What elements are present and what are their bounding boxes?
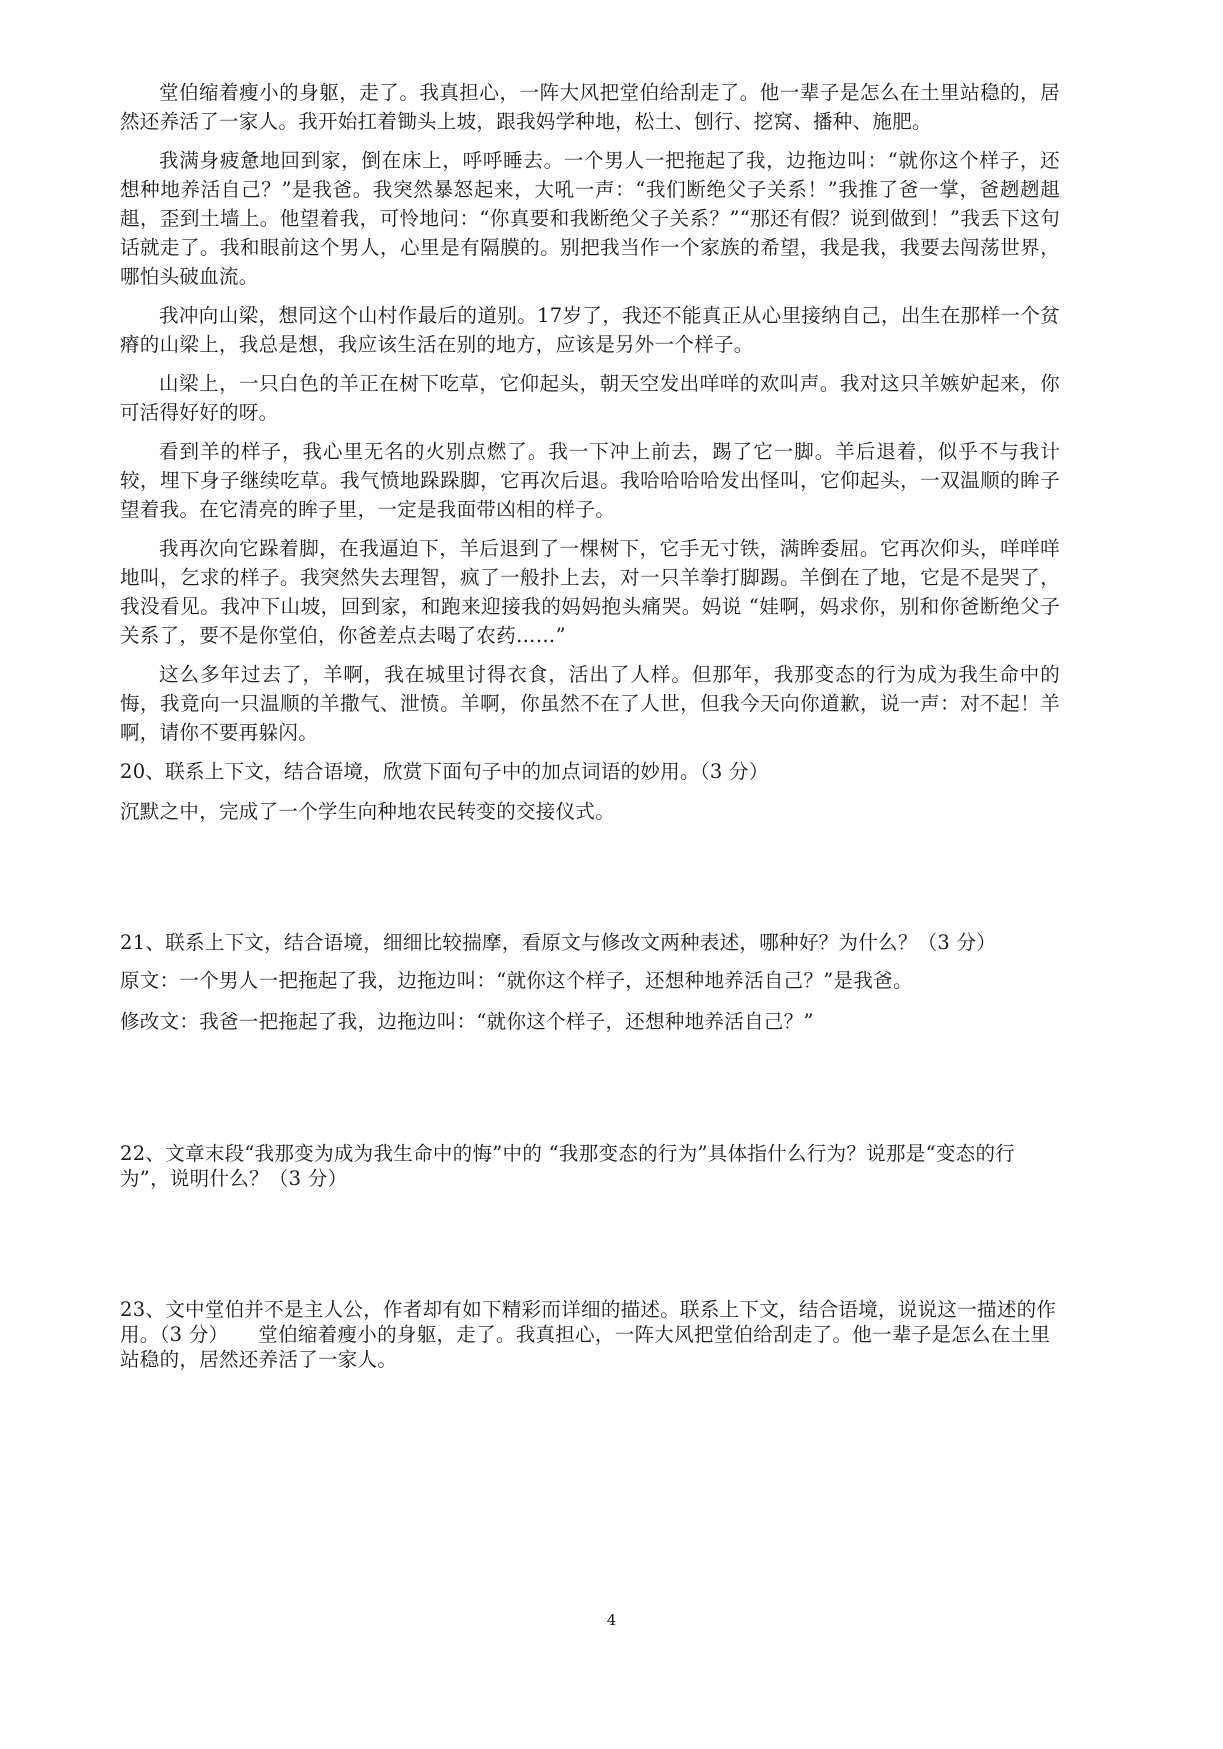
question-20 — [120, 757, 1060, 826]
paragraph-1: 堂伯缩着瘦小的身躯，走了。我真担心，一阵大风把堂伯给刮走了。他一辈子是怎么在土里站稳的，居然还养活了一家人。我开始扛着锄头上坡，跟我妈学种地，松土、刨行、挖窝、播种、施肥。 — [120, 81, 1060, 133]
question-21-original: 原文：一个男人一把拖起了我，边拖边叫：“就你这个样子，还想种地养活自己？”是我爸。 — [120, 969, 913, 992]
question-23 — [120, 1297, 1060, 1372]
document-body — [120, 78, 1060, 1372]
paragraph-4: 山梁上，一只白色的羊正在树下吃草，它仰起头，朝天空发出咩咩的欢叫声。我对这只羊嫉妒起来，你可活得好好的呀。 — [120, 372, 1060, 424]
page-number: 4 — [606, 1611, 617, 1629]
question-20-sentence: 沉默之中，完成了一个学生向种地农民转变的交接仪式。 — [120, 800, 616, 823]
question-23-prompt: 23、文中堂伯并不是主人公，作者却有如下精彩而详细的描述。联系上下文，结合语境，说说这一描述的作用。（3 分） 堂伯缩着瘦小的身躯，走了。我真担心，一阵大风把堂伯给刮走了。他一辈子是怎么在土里站稳的，居然还养活了一家人。 — [120, 1298, 1057, 1371]
paragraph-6: 我再次向它跺着脚，在我逼迫下，羊后退到了一棵树下，它手无寸铁，满眸委屈。它再次仰头，咩咩咩地叫，乞求的样子。我突然失去理智，疯了一般扑上去，对一只羊拳打脚踢。羊倒在了地，它是不是哭了，我没看见。我冲下山坡，回到家，和跑来迎接我的妈妈抱头痛哭。妈说 “娃啊，妈求你，别和你爸断绝父子关系了，要不是你堂伯，你爸差点去喝了农药……” — [120, 537, 1060, 647]
question-21-revised: 修改文：我爸一把拖起了我，边拖边叫：“就你这个样子，还想种地养活自己？” — [120, 1010, 814, 1033]
paragraph-5: 看到羊的样子，我心里无名的火别点燃了。我一下冲上前去，踢了它一脚。羊后退着，似乎不与我计较，埋下身子继续吃草。我气愤地跺跺脚，它再次后退。我哈哈哈哈发出怪叫，它仰起头，一双温顺的眸子望着我。在它清亮的眸子里，一定是我面带凶相的样子。 — [120, 440, 1060, 521]
question-21 — [120, 930, 1060, 1036]
question-21-prompt: 21、联系上下文，结合语境，细细比较揣摩，看原文与修改文两种表述，哪种好？为什么？（3 分） — [120, 931, 997, 954]
paragraph-7: 这么多年过去了，羊啊，我在城里讨得衣食，活出了人样。但那年，我那变态的行为成为我生命中的悔，我竟向一只温顺的羊撒气、泄愤。羊啊，你虽然不在了人世，但我今天向你道歉，说一声：对不起！羊啊，请你不要再躲闪。 — [120, 663, 1060, 744]
question-22-prompt: 22、文章末段“我那变为成为我生命中的悔”中的 “我那变态的行为”具体指什么行为？说那是“变态的行为”，说明什么？（3 分） — [120, 1142, 1016, 1190]
question-20-prompt: 20、联系上下文，结合语境，欣赏下面句子中的加点词语的妙用。（3 分） — [120, 760, 769, 783]
paragraph-2: 我满身疲惫地回到家，倒在床上，呼呼睡去。一个男人一把拖起了我，边拖边叫：“就你这个样子，还想种地养活自己？”是我爸。我突然暴怒起来，大吼一声：“我们断绝父子关系！”我推了爸一掌，爸趔趔趄趄，歪到土墙上。他望着我，可怜地问：“你真要和我断绝父子关系？”“那还有假？说到做到！”我丢下这句话就走了。我和眼前这个男人，心里是有隔膜的。别把我当作一个家族的希望，我是我，我要去闯荡世界，哪怕头破血流。 — [120, 149, 1060, 288]
paragraph-3: 我冲向山梁，想同这个山村作最后的道别。17岁了，我还不能真正从心里接纳自己，出生在那样一个贫瘠的山梁上，我总是想，我应该生活在别的地方，应该是另外一个样子。 — [120, 304, 1060, 356]
question-22 — [120, 1141, 1060, 1191]
